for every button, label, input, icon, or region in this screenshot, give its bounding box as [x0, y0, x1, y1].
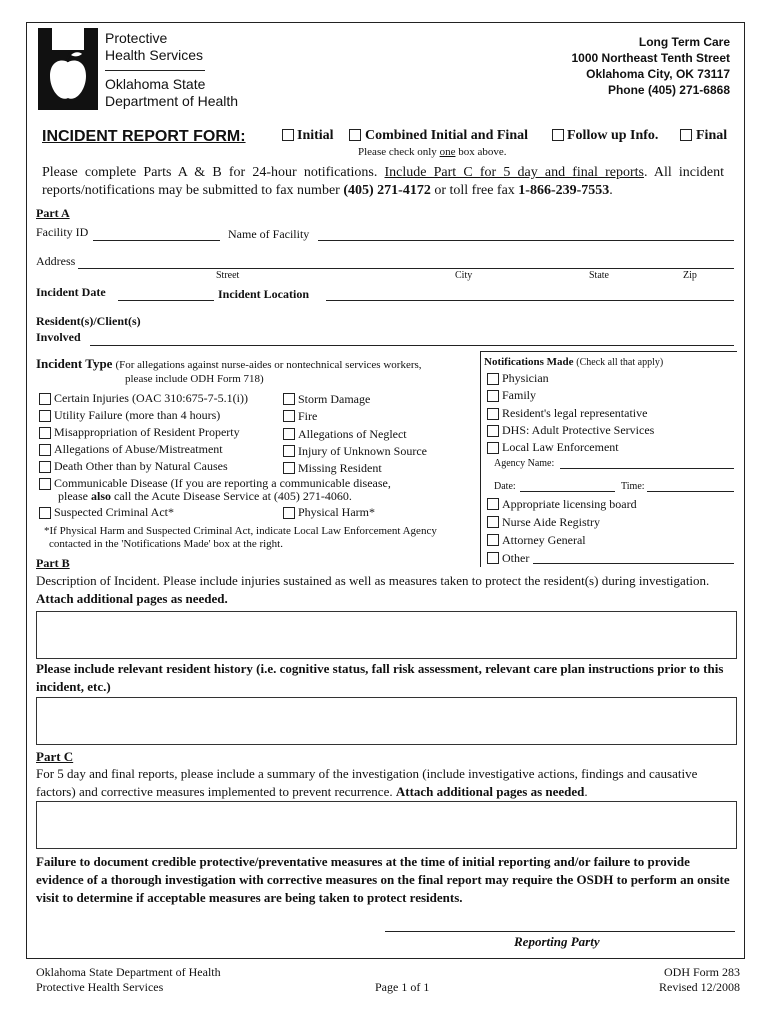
residents-label-line-1: Resident(s)/Client(s) [36, 314, 141, 328]
neglect-label: Allegations of Neglect [298, 427, 407, 441]
org-line-3: Oklahoma State [105, 76, 206, 92]
utility-failure-checkbox[interactable] [39, 410, 51, 422]
neglect-checkbox[interactable] [283, 428, 295, 440]
org-line-1: Protective [105, 30, 168, 46]
fire-label: Fire [298, 409, 318, 423]
page-number: Page 1 of 1 [375, 980, 430, 994]
notifications-heading: Notifications Made (Check all that apply) [484, 356, 664, 368]
investigation-summary-textarea[interactable] [36, 801, 737, 849]
zip-caption: Zip [683, 270, 697, 281]
org-divider [105, 70, 205, 71]
fire-checkbox[interactable] [283, 410, 295, 422]
law-enforcement-label: Local Law Enforcement [502, 440, 619, 454]
incident-date-label: Incident Date [36, 285, 106, 299]
communicable-checkbox[interactable] [39, 478, 51, 490]
facility-name-input[interactable] [318, 240, 734, 241]
storm-damage-checkbox[interactable] [283, 393, 295, 405]
resident-history-textarea[interactable] [36, 697, 737, 745]
dhs-label: DHS: Adult Protective Services [502, 423, 655, 437]
address-line-3: Oklahoma City, OK 73117 [586, 67, 730, 81]
initial-checkbox[interactable] [282, 129, 294, 141]
form-number: ODH Form 283 [663, 965, 740, 979]
physician-checkbox[interactable] [487, 373, 499, 385]
follow-up-label: Follow up Info. [567, 128, 659, 143]
revision-date: Revised 12/2008 [659, 980, 740, 994]
footer-org: Oklahoma State Department of Health [36, 965, 221, 979]
address-line-4: Phone (405) 271-6868 [607, 83, 730, 97]
address-line-2: 1000 Northeast Tenth Street [571, 51, 730, 65]
unknown-injury-label: Injury of Unknown Source [298, 444, 427, 458]
address-label: Address [36, 254, 76, 268]
incident-location-input[interactable] [326, 300, 734, 301]
part-c-heading: Part C [36, 749, 74, 764]
footer-division: Protective Health Services [36, 980, 164, 994]
residents-label [36, 313, 141, 345]
abuse-label: Allegations of Abuse/Mistreatment [54, 442, 223, 456]
attorney-general-label: Attorney General [502, 533, 586, 547]
state-caption: State [589, 270, 609, 281]
incident-description-textarea[interactable] [36, 611, 737, 659]
date-input[interactable] [520, 491, 615, 492]
office-address [572, 34, 731, 98]
osdh-logo-icon [38, 28, 98, 110]
combined-label: Combined Initial and Final [365, 128, 528, 143]
part-a-heading: Part A [36, 206, 70, 220]
misappropriation-label: Misappropriation of Resident Property [54, 425, 240, 439]
warning-text: Failure to document credible protective/preventative measures at the time of initial reporting and/or failure to provide evidence of a thorough investigation with corrective measures on the final report may require the OSDH to perform an onsite visit to determine if acceptable measures are being taken to protect residents. [36, 854, 730, 905]
incident-type-heading: Incident Type (For allegations against nurse-aides or nontechnical services workers, [36, 356, 422, 371]
city-caption: City [455, 270, 473, 281]
date-label: Date: [494, 481, 516, 492]
death-checkbox[interactable] [39, 461, 51, 473]
form-title: INCIDENT REPORT FORM: [42, 128, 246, 145]
part-b-heading: Part B [36, 556, 70, 570]
org-line-2: Health Services [105, 47, 204, 63]
time-label: Time: [621, 481, 645, 492]
licensing-board-checkbox[interactable] [487, 498, 499, 510]
attorney-general-checkbox[interactable] [487, 534, 499, 546]
abuse-checkbox[interactable] [39, 444, 51, 456]
communicable-label: Communicable Disease (If you are reporting a communicable disease, [54, 476, 391, 490]
incident-footnote [44, 525, 437, 551]
law-enforcement-checkbox[interactable] [487, 442, 499, 454]
unknown-injury-checkbox[interactable] [283, 445, 295, 457]
address-input[interactable] [78, 268, 734, 269]
org-line-4: Department of Health [105, 93, 239, 109]
other-checkbox[interactable] [487, 552, 499, 564]
licensing-board-label: Appropriate licensing board [502, 497, 637, 511]
facility-id-label: Facility ID [36, 225, 89, 239]
death-label: Death Other than by Natural Causes [54, 459, 228, 473]
utility-failure-label: Utility Failure (more than 4 hours) [54, 408, 221, 422]
footnote-line-1: *If Physical Harm and Suspected Criminal Act, indicate Local Law Enforcement Agency [44, 525, 437, 537]
footer-left [36, 965, 221, 995]
footnote-line-2: contacted in the 'Notifications Made' box at the right. [49, 538, 283, 550]
physician-label: Physician [502, 371, 549, 385]
dept-name [105, 76, 238, 110]
intro-text: Please complete Parts A & B for 24-hour notifications. Include Part C for 5 day and final reports. All incident reports/notifications may be submitted to fax number (405) 271-4172 or toll free fax 1-866-239-7553. [42, 165, 724, 198]
reporting-party-signature-line[interactable] [385, 931, 735, 932]
physical-harm-label: Physical Harm* [298, 505, 375, 519]
other-label: Other [502, 551, 530, 565]
certain-injuries-label: Certain Injuries (OAC 310:675-7-5.1(i)) [54, 391, 248, 405]
suspected-criminal-checkbox[interactable] [39, 507, 51, 519]
resident-history-prompt: Please include relevant resident history (i.e. cognitive status, fall risk assessment, relevant care plan instructions prior to this incident, etc.) [36, 661, 724, 694]
family-checkbox[interactable] [487, 390, 499, 402]
nurse-aide-registry-label: Nurse Aide Registry [502, 515, 600, 529]
missing-resident-checkbox[interactable] [283, 462, 295, 474]
part-c-description: For 5 day and final reports, please include a summary of the investigation (include investigative actions, findings and causative factors) and corrective measures implemented to prevent recurrence. Attach additional pages as needed. [36, 766, 698, 799]
dhs-checkbox[interactable] [487, 425, 499, 437]
reporting-party-label: Reporting Party [514, 934, 600, 949]
final-checkbox[interactable] [680, 129, 692, 141]
physical-harm-checkbox[interactable] [283, 507, 295, 519]
incident-location-label: Incident Location [218, 287, 310, 301]
incident-type-note: please include ODH Form 718) [125, 373, 264, 385]
address-line-1: Long Term Care [638, 35, 730, 49]
family-label: Family [502, 388, 537, 402]
part-b-description: Description of Incident. Please include injuries sustained as well as measures taken to protect the resident(s) during investigation. Attach additional pages as needed. [36, 573, 710, 606]
communicable-note: please also call the Acute Disease Service at (405) 271-4060. [58, 489, 352, 503]
residents-label-line-2: Involved [36, 330, 81, 344]
agency-name-input[interactable] [560, 468, 734, 469]
legal-rep-checkbox[interactable] [487, 408, 499, 420]
final-label: Final [696, 128, 728, 143]
nurse-aide-registry-checkbox[interactable] [487, 516, 499, 528]
check-note: Please check only one box above. [358, 146, 507, 158]
org-name [105, 30, 203, 64]
certain-injuries-checkbox[interactable] [39, 393, 51, 405]
facility-id-input[interactable] [93, 240, 220, 241]
incident-date-input[interactable] [118, 300, 214, 301]
other-input[interactable] [533, 563, 734, 564]
missing-resident-label: Missing Resident [298, 461, 382, 475]
combined-checkbox[interactable] [349, 129, 361, 141]
agency-name-label: Agency Name: [494, 458, 555, 469]
storm-damage-label: Storm Damage [298, 392, 371, 406]
suspected-criminal-label: Suspected Criminal Act* [54, 505, 174, 519]
facility-name-label: Name of Facility [228, 227, 310, 241]
follow-up-checkbox[interactable] [552, 129, 564, 141]
footer-right [659, 965, 740, 995]
street-caption: Street [216, 270, 240, 281]
residents-input[interactable] [90, 345, 734, 346]
time-input[interactable] [647, 491, 734, 492]
initial-label: Initial [297, 128, 334, 143]
legal-rep-label: Resident's legal representative [502, 406, 648, 420]
misappropriation-checkbox[interactable] [39, 427, 51, 439]
